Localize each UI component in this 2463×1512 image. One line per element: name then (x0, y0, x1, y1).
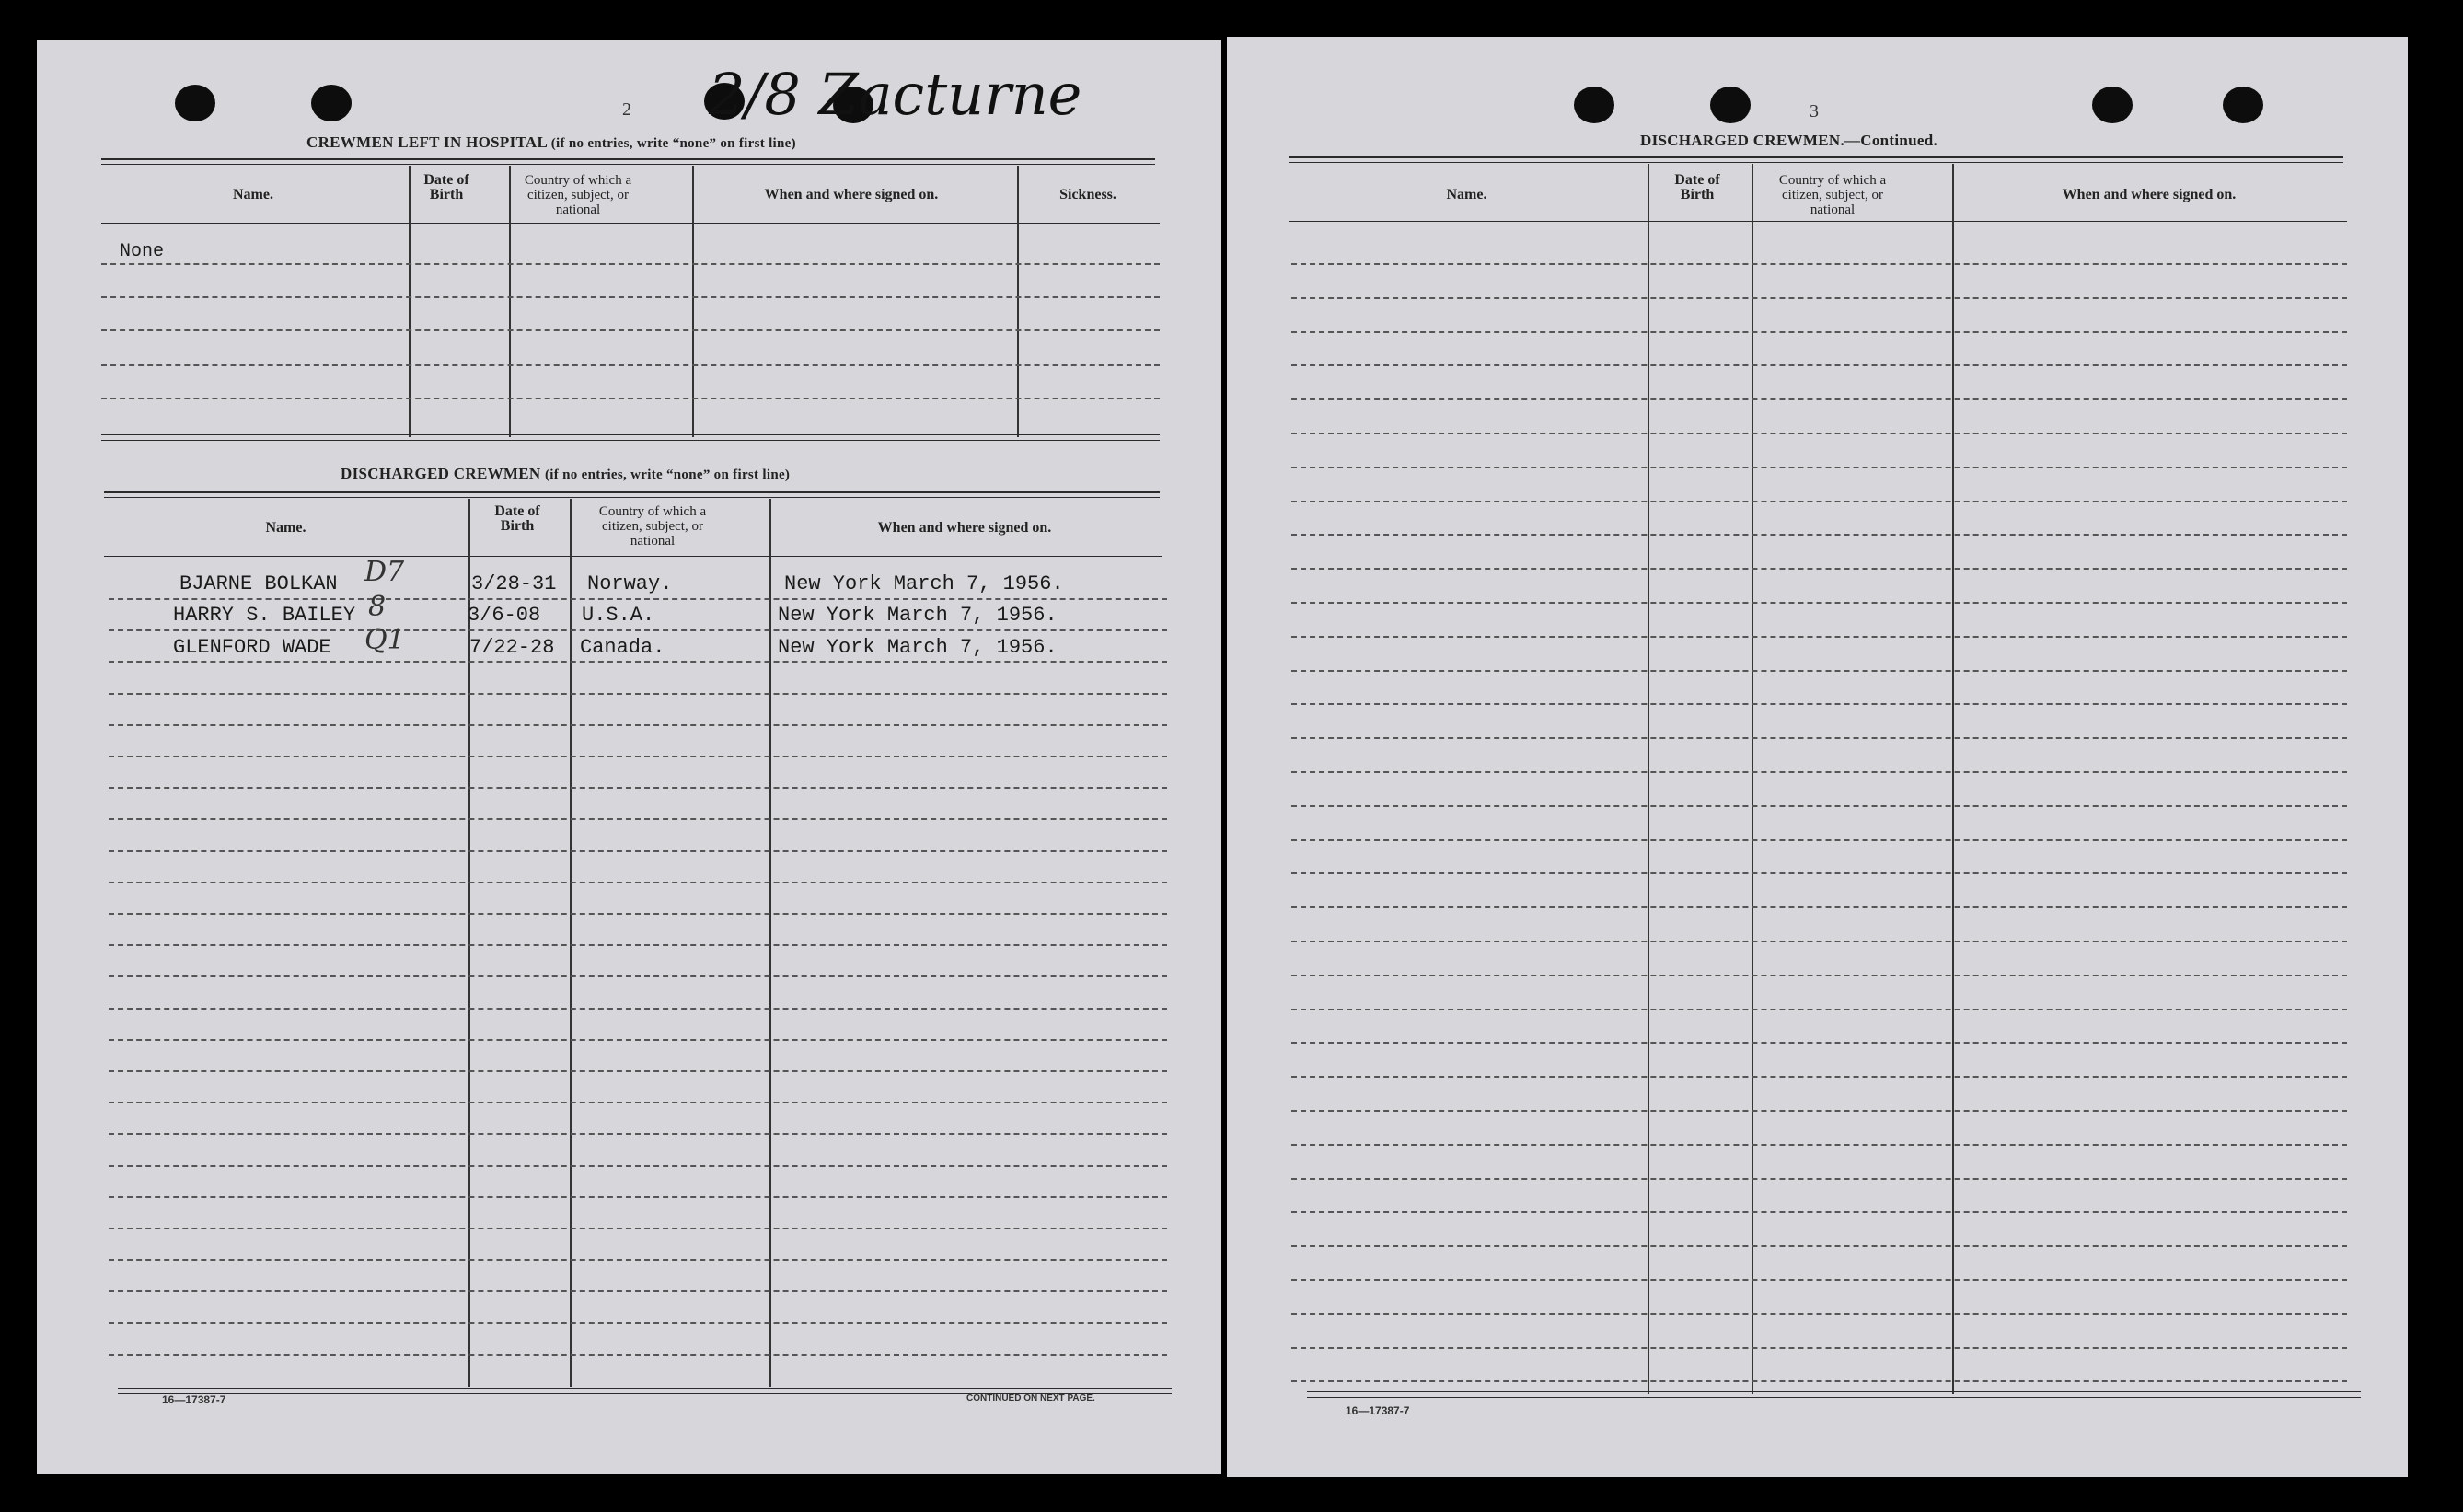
row-line (1291, 805, 2347, 807)
hospital-bottom-rule (101, 434, 1160, 435)
row-line (1291, 568, 2347, 570)
discharged-bottom-rule (118, 1388, 1172, 1389)
row-line (1291, 467, 2347, 468)
right-col-country: Country of which a citizen, subject, or national (1778, 173, 1887, 217)
row-line (1291, 737, 2347, 739)
row-line (1291, 1347, 2347, 1349)
row-line (1291, 872, 2347, 874)
row-line (1291, 1279, 2347, 1281)
row-line (109, 882, 1167, 883)
row-line (101, 263, 1160, 265)
row-line (1291, 398, 2347, 400)
crew-country: Norway. (587, 572, 673, 595)
row-line (1291, 263, 2347, 265)
crew-country: U.S.A. (582, 604, 655, 627)
punch-hole (2092, 87, 2133, 123)
row-line (1291, 1245, 2347, 1247)
row-line (109, 1165, 1167, 1167)
row-line (109, 1354, 1167, 1356)
page-number: 3 (1810, 101, 1819, 121)
right-col-signed-on: When and where signed on. (2062, 187, 2237, 202)
row-line (109, 629, 1167, 631)
row-line (1291, 1042, 2347, 1044)
punch-hole (1710, 87, 1751, 123)
crew-dob: 7/22-28 (469, 636, 555, 659)
crew-signed-on: New York March 7, 1956. (778, 604, 1058, 627)
discharged-header-rule (104, 556, 1162, 557)
row-line (1291, 297, 2347, 299)
discharged-top-rule-2 (104, 497, 1160, 498)
row-line (109, 975, 1167, 977)
hospital-col-name: Name. (233, 187, 273, 202)
row-line (1291, 1178, 2347, 1180)
row-line (109, 1322, 1167, 1324)
row-line (1291, 975, 2347, 976)
discharged-section-title: DISCHARGED CREWMEN (if no entries, write “none” on first line) (341, 465, 791, 482)
punch-hole (2223, 87, 2263, 123)
page-number: 2 (622, 99, 631, 120)
row-line (109, 913, 1167, 915)
crew-dob: 3/6-08 (468, 604, 541, 627)
row-line (1291, 1009, 2347, 1010)
row-line (1291, 433, 2347, 434)
hospital-col-signed-on: When and where signed on. (764, 187, 939, 202)
hospital-col-country: Country of which a citizen, subject, or national (524, 173, 632, 217)
right-page (1227, 37, 2408, 1477)
row-line (101, 329, 1160, 331)
discharged-col-signed-on: When and where signed on. (877, 520, 1052, 536)
hospital-col-divider (692, 166, 694, 437)
row-line (1291, 636, 2347, 638)
row-line (1291, 1110, 2347, 1112)
crew-country: Canada. (580, 636, 665, 659)
crew-name: BJARNE BOLKAN (179, 572, 338, 595)
right-col-divider (1648, 164, 1649, 1394)
row-line (109, 1196, 1167, 1198)
discharged-col-country: Country of which a citizen, subject, or national (598, 504, 707, 548)
row-line (1291, 1076, 2347, 1078)
row-line (109, 944, 1167, 946)
row-line (1291, 670, 2347, 672)
row-line (109, 693, 1167, 695)
row-line (109, 818, 1167, 820)
right-top-rule (1289, 156, 2343, 158)
right-header-rule (1289, 221, 2347, 222)
row-line (1291, 331, 2347, 333)
row-line (109, 724, 1167, 726)
row-line (109, 598, 1167, 600)
hospital-bottom-rule-2 (101, 440, 1160, 441)
hospital-none-entry: None (120, 241, 165, 262)
right-top-rule-2 (1289, 162, 2343, 163)
right-col-divider (1752, 164, 1753, 1394)
crew-dob: 3/28-31 (471, 572, 557, 595)
row-line (109, 1008, 1167, 1010)
row-line (1291, 501, 2347, 502)
form-number: 16—17387-7 (162, 1393, 226, 1406)
row-line (101, 364, 1160, 366)
row-line (1291, 703, 2347, 705)
row-line (1291, 1313, 2347, 1315)
row-line (1291, 364, 2347, 366)
discharged-col-divider (769, 499, 771, 1387)
row-line (109, 1133, 1167, 1135)
row-line (109, 1039, 1167, 1041)
hospital-header-rule (101, 223, 1160, 224)
discharged-top-rule (104, 491, 1160, 493)
row-line (101, 398, 1160, 399)
row-line (109, 756, 1167, 757)
right-section-title: DISCHARGED CREWMEN.—Continued. (1640, 132, 1938, 149)
right-bottom-rule (1307, 1391, 2361, 1392)
hospital-col-divider (509, 166, 511, 437)
row-line (101, 296, 1160, 298)
row-line (1291, 1211, 2347, 1213)
hospital-section-title: CREWMEN LEFT IN HOSPITAL (if no entries, write “none” on first line) (306, 133, 796, 151)
right-col-dob: Date of Birth (1674, 172, 1720, 202)
crew-name: HARRY S. BAILEY (173, 604, 356, 627)
row-line (1291, 839, 2347, 841)
row-line (109, 1228, 1167, 1229)
right-col-divider (1952, 164, 1954, 1394)
row-line (1291, 1380, 2347, 1382)
handwritten-annotation: 2/8 Zacturne (709, 61, 1082, 128)
hospital-col-divider (1017, 166, 1019, 437)
hospital-col-sickness: Sickness. (1059, 187, 1116, 202)
punch-hole (311, 85, 352, 121)
crew-signed-on: New York March 7, 1956. (784, 572, 1064, 595)
right-col-name: Name. (1446, 187, 1487, 202)
punch-hole (1574, 87, 1614, 123)
row-line (109, 1259, 1167, 1261)
crew-signed-on: New York March 7, 1956. (778, 636, 1058, 659)
hospital-col-dob: Date of Birth (423, 172, 469, 202)
row-line (109, 1070, 1167, 1072)
row-line (1291, 771, 2347, 773)
row-line (1291, 602, 2347, 604)
discharged-col-name: Name. (265, 520, 306, 536)
hospital-top-rule-2 (101, 164, 1155, 165)
form-number: 16—17387-7 (1346, 1404, 1410, 1417)
row-line (1291, 941, 2347, 942)
row-line (1291, 906, 2347, 908)
row-line (109, 787, 1167, 789)
row-line (109, 661, 1167, 663)
discharged-col-divider (468, 499, 470, 1387)
handwritten-mark: D7 (364, 556, 405, 588)
right-bottom-rule-2 (1307, 1397, 2361, 1398)
handwritten-mark: 8 (368, 591, 387, 623)
continued-note: CONTINUED ON NEXT PAGE. (966, 1393, 1095, 1403)
discharged-col-dob: Date of Birth (494, 503, 540, 534)
crew-name: GLENFORD WADE (173, 636, 331, 659)
hospital-top-rule (101, 158, 1155, 160)
handwritten-mark: Q1 (364, 624, 405, 656)
hospital-col-divider (409, 166, 410, 437)
row-line (109, 1102, 1167, 1103)
row-line (1291, 1144, 2347, 1146)
row-line (1291, 534, 2347, 536)
punch-hole (175, 85, 215, 121)
row-line (109, 850, 1167, 852)
row-line (109, 1290, 1167, 1292)
discharged-col-divider (570, 499, 572, 1387)
